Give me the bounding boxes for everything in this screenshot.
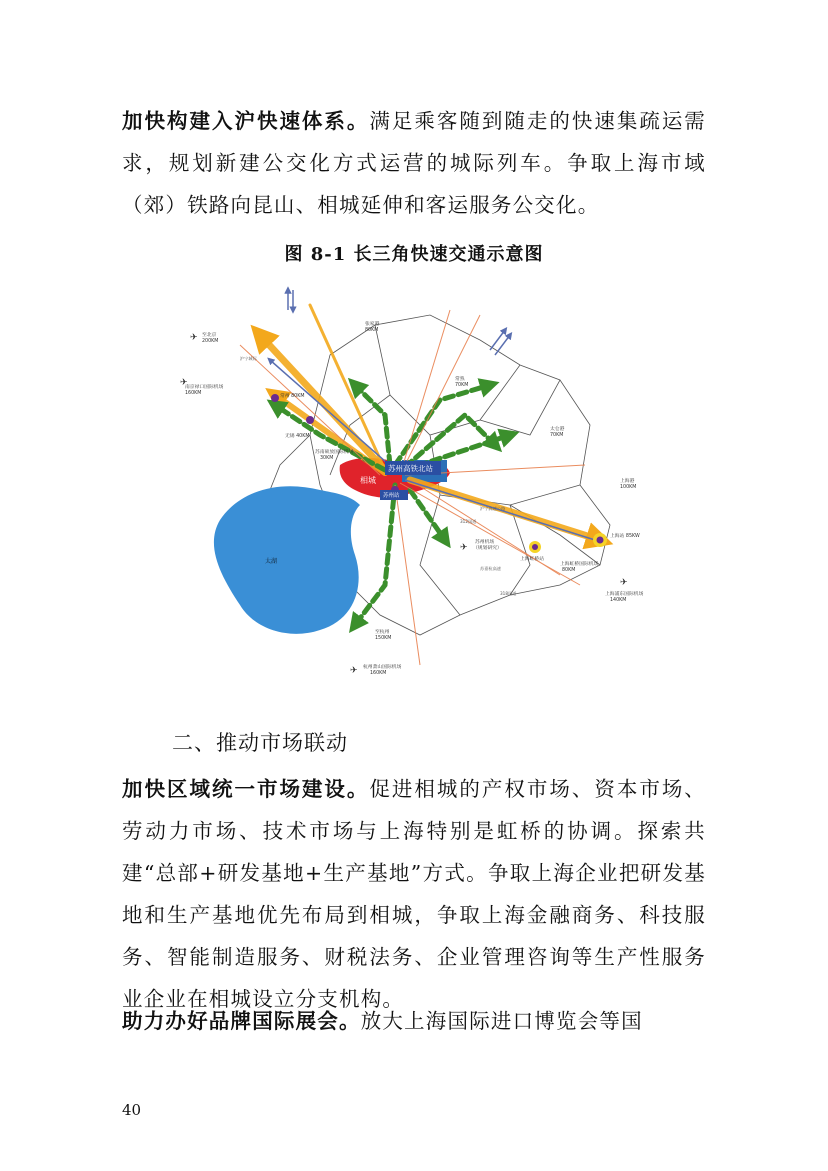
road-hushu: 沪宁城际 xyxy=(240,356,257,361)
place-shanghai-station: 上海站 85KW xyxy=(610,534,640,539)
place-wuxi: 无锡 40KM xyxy=(285,434,310,439)
plane-icon: ✈ xyxy=(180,378,188,388)
wuxi-marker xyxy=(306,416,314,424)
place-changshu: 常熟 xyxy=(455,377,465,382)
plane-icon: ✈ xyxy=(190,333,198,343)
paragraph-expo xyxy=(122,1000,706,1042)
yangtze-delta-transport-map xyxy=(180,285,660,685)
svg-text:160KM: 160KM xyxy=(370,671,387,676)
place-hongqiao-airport: 上海虹桥国际机场 xyxy=(560,562,599,567)
place-zhangjiagang: 张家港 xyxy=(365,322,380,327)
taihu-lake xyxy=(214,486,360,634)
svg-text:100KM: 100KM xyxy=(620,485,637,490)
svg-text:70KM: 70KM xyxy=(550,433,564,438)
svg-text:80KM: 80KM xyxy=(562,568,576,573)
road-318: 318国道 xyxy=(500,591,517,596)
svg-text:70KM: 70KM xyxy=(455,383,469,388)
plane-icon: ✈ xyxy=(350,666,358,676)
paragraph-lead: 加快区域统一市场建设。 xyxy=(122,777,370,801)
place-changzhou: 常州 80KM xyxy=(280,394,305,399)
page-number: 40 xyxy=(122,1101,142,1119)
svg-text:140KM: 140KM xyxy=(610,598,627,603)
paragraph-lead: 加快构建入沪快速体系。 xyxy=(122,109,370,133)
svg-text:30KM: 30KM xyxy=(320,456,334,461)
taihu-label: 太湖 xyxy=(265,558,278,565)
paragraph-market xyxy=(122,768,706,1020)
plane-icon: ✈ xyxy=(460,543,468,553)
paragraph-body: 满足乘客随到随走的快速集疏运需求，规划新建公交化方式运营的城际列车。争取上海市域（郊）铁路向昆山、相城延伸和客运服务公交化。 xyxy=(122,109,707,217)
place-pudong-airport: 上海浦东国际机场 xyxy=(605,592,644,597)
plane-icon: ✈ xyxy=(620,578,628,588)
svg-text:（规划研究）: （规划研究） xyxy=(473,546,502,551)
place-hangzhou: 至杭州 xyxy=(375,630,390,635)
road-hunan: 沪宁高速公路 xyxy=(480,506,506,511)
place-shanghai-port: 上海港 xyxy=(620,479,635,484)
center-station-label: 苏州高铁北站 xyxy=(388,464,433,473)
place-hongqiao-station: 上海虹桥站 xyxy=(520,557,544,562)
place-taicang: 太仓港 xyxy=(550,427,565,432)
place-beijing: 至北京 xyxy=(202,333,217,338)
place-nanjing-airport: 南京禄口国际机场 xyxy=(185,385,224,390)
figure-caption: 图 8-1 长三角快速交通示意图 xyxy=(284,244,544,265)
road-g312: 312国道 xyxy=(460,519,477,524)
svg-text:200KM: 200KM xyxy=(202,339,219,344)
section-heading: 二、推动市场联动 xyxy=(172,731,348,755)
changzhou-marker xyxy=(271,394,279,402)
paragraph-body: 促进相城的产权市场、资本市场、劳动力市场、技术市场与上海特别是虹桥的协调。探索共建“总部+研发基地+生产基地”方式。争取上海企业把研发基地和生产基地优先布局到相城，争取上海金融商务、科技服务、智能制造服务、财税法务、企业管理咨询等生产性服务业企业在相城设立分支机构。 xyxy=(122,777,707,1011)
svg-text:80KM: 80KM xyxy=(365,328,379,333)
svg-text:160KM: 160KM xyxy=(185,391,202,396)
paragraph-body: 放大上海国际进口博览会等国 xyxy=(360,1009,643,1033)
place-wuxi-airport: 苏南硕放国际机场 xyxy=(315,450,354,455)
suzhou-station-label: 苏州站 xyxy=(383,493,400,499)
paragraph-lead: 助力办好品牌国际展会。 xyxy=(122,1009,361,1033)
place-suzhou-airport: 苏州机场 xyxy=(475,540,495,545)
road-jiahang: 苏嘉杭高速 xyxy=(480,566,501,571)
paragraph-transport xyxy=(122,100,706,226)
place-hangzhou-airport: 杭州萧山国际机场 xyxy=(363,665,402,670)
xiangcheng-label: 相城 xyxy=(360,476,376,485)
svg-text:150KM: 150KM xyxy=(375,636,392,641)
